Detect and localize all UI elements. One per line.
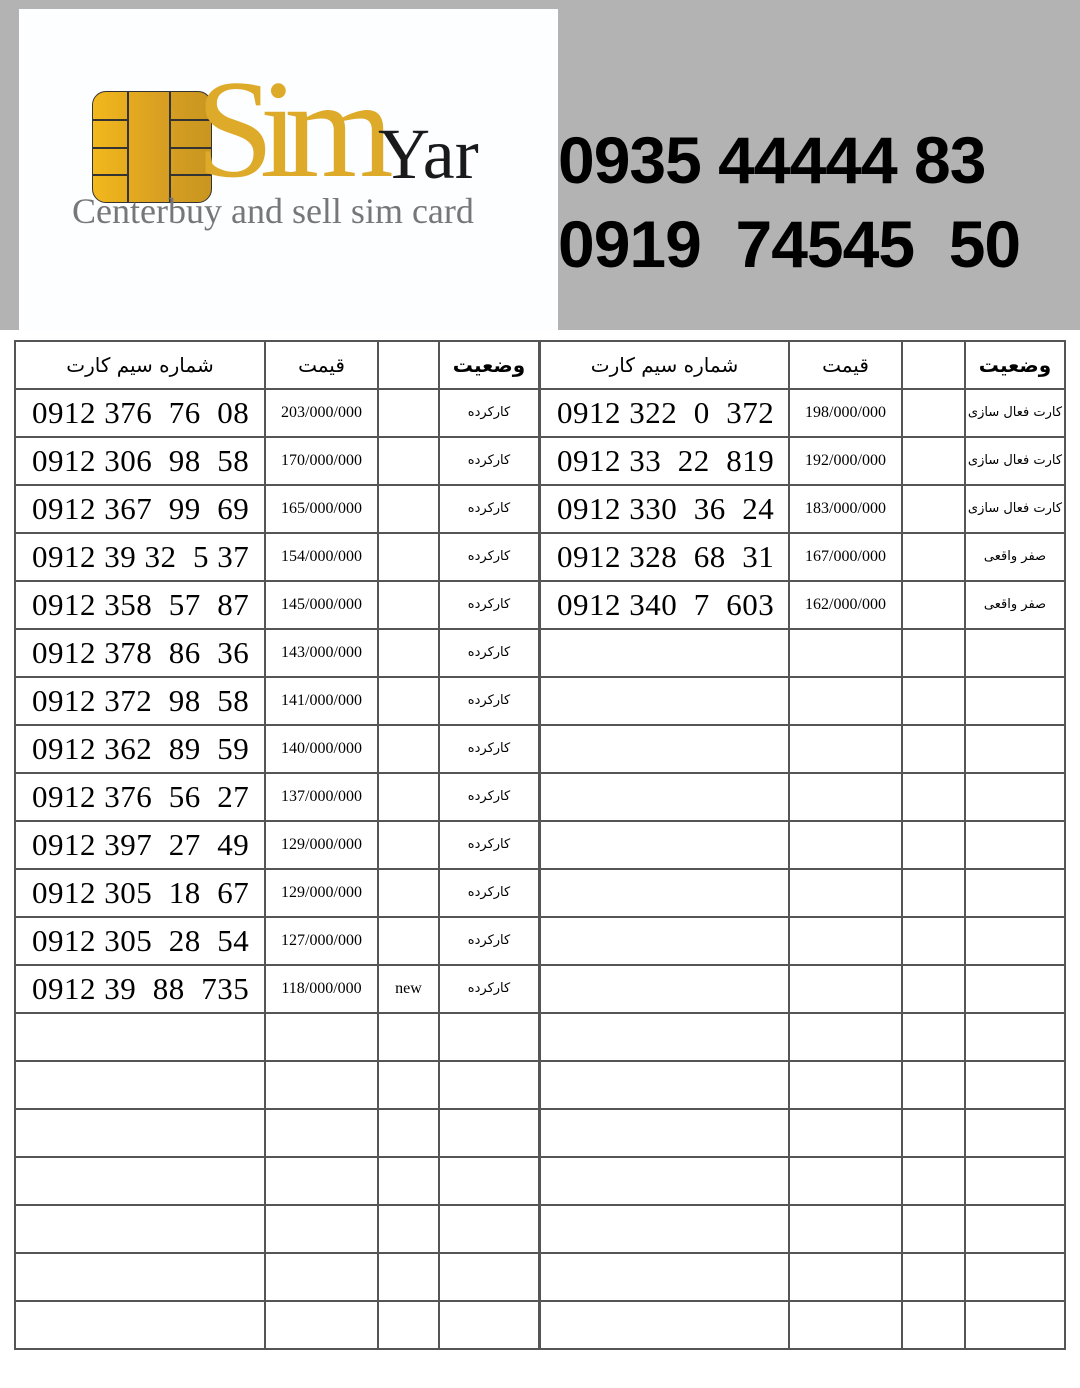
empty-cell	[378, 1205, 439, 1253]
empty-row	[540, 1253, 1065, 1301]
empty-cell	[378, 1157, 439, 1205]
sim-price: 145/000/000	[265, 581, 378, 629]
empty-row	[540, 725, 1065, 773]
sim-note	[378, 485, 439, 533]
sim-note	[378, 725, 439, 773]
empty-cell	[789, 917, 902, 965]
table-row	[15, 629, 539, 677]
header-note	[902, 341, 965, 389]
empty-cell	[789, 821, 902, 869]
table-row	[15, 581, 539, 629]
empty-row	[15, 1013, 539, 1061]
sim-price: 162/000/000	[789, 581, 902, 629]
empty-cell	[439, 1157, 539, 1205]
empty-cell	[540, 965, 789, 1013]
sim-status: کارکرده	[439, 581, 539, 629]
sim-price: 143/000/000	[265, 629, 378, 677]
table-row	[540, 389, 1065, 437]
sim-chip-icon	[92, 91, 212, 203]
empty-cell	[965, 1109, 1065, 1157]
empty-cell	[439, 1301, 539, 1349]
sim-note	[378, 629, 439, 677]
empty-cell	[789, 1253, 902, 1301]
empty-cell	[789, 725, 902, 773]
empty-cell	[540, 629, 789, 677]
empty-cell	[789, 1013, 902, 1061]
empty-row	[540, 1157, 1065, 1205]
empty-cell	[789, 629, 902, 677]
empty-cell	[902, 821, 965, 869]
empty-cell	[789, 1061, 902, 1109]
sim-number: 0912 33 22 819	[540, 437, 789, 485]
sim-price: 170/000/000	[265, 437, 378, 485]
brand-name-yar: Yar	[378, 114, 479, 194]
empty-cell	[902, 965, 965, 1013]
empty-cell	[439, 1253, 539, 1301]
sim-status: کارکرده	[439, 821, 539, 869]
empty-cell	[789, 773, 902, 821]
sim-number: 0912 378 86 36	[15, 629, 265, 677]
sim-price: 183/000/000	[789, 485, 902, 533]
empty-row	[540, 1013, 1065, 1061]
empty-cell	[789, 1205, 902, 1253]
empty-cell	[540, 869, 789, 917]
sim-status: کارت فعال سازی	[965, 437, 1065, 485]
sim-number: 0912 340 7 603	[540, 581, 789, 629]
sim-note: new	[378, 965, 439, 1013]
empty-cell	[378, 1061, 439, 1109]
sim-number: 0912 397 27 49	[15, 821, 265, 869]
sim-price: 140/000/000	[265, 725, 378, 773]
sim-price: 118/000/000	[265, 965, 378, 1013]
sim-price: 129/000/000	[265, 869, 378, 917]
sim-number: 0912 305 18 67	[15, 869, 265, 917]
header-number: شماره سیم کارت	[540, 341, 789, 389]
empty-cell	[540, 1157, 789, 1205]
table-row	[15, 917, 539, 965]
empty-cell	[965, 1205, 1065, 1253]
empty-row	[540, 869, 1065, 917]
sim-status: کارکرده	[439, 533, 539, 581]
sim-number: 0912 328 68 31	[540, 533, 789, 581]
empty-cell	[789, 1109, 902, 1157]
empty-cell	[265, 1205, 378, 1253]
sim-number: 0912 39 32 5 37	[15, 533, 265, 581]
header-status: وضعیت	[965, 341, 1065, 389]
sim-price: 141/000/000	[265, 677, 378, 725]
sim-price: 154/000/000	[265, 533, 378, 581]
sim-note	[378, 821, 439, 869]
table-row	[15, 533, 539, 581]
empty-cell	[15, 1157, 265, 1205]
sim-status: کارکرده	[439, 437, 539, 485]
empty-row	[15, 1061, 539, 1109]
empty-cell	[265, 1061, 378, 1109]
empty-cell	[265, 1253, 378, 1301]
sim-number: 0912 362 89 59	[15, 725, 265, 773]
empty-cell	[965, 1301, 1065, 1349]
empty-cell	[965, 1061, 1065, 1109]
sim-status: صفر واقعی	[965, 533, 1065, 581]
sim-number: 0912 39 88 735	[15, 965, 265, 1013]
empty-row	[540, 965, 1065, 1013]
empty-row	[540, 1061, 1065, 1109]
sim-note	[378, 917, 439, 965]
empty-cell	[439, 1205, 539, 1253]
empty-cell	[902, 773, 965, 821]
empty-cell	[965, 821, 1065, 869]
contact-phone-1[interactable]: 0935 44444 83	[558, 123, 986, 197]
header-note	[378, 341, 439, 389]
empty-cell	[378, 1109, 439, 1157]
empty-cell	[902, 1253, 965, 1301]
sim-status: کارکرده	[439, 917, 539, 965]
empty-cell	[965, 725, 1065, 773]
sim-table-right	[539, 340, 1066, 1350]
sim-status: کارکرده	[439, 629, 539, 677]
sim-status: کارکرده	[439, 677, 539, 725]
empty-cell	[965, 869, 1065, 917]
sim-number: 0912 367 99 69	[15, 485, 265, 533]
empty-cell	[902, 1157, 965, 1205]
empty-cell	[902, 677, 965, 725]
empty-cell	[15, 1301, 265, 1349]
empty-cell	[540, 725, 789, 773]
empty-cell	[965, 1013, 1065, 1061]
empty-cell	[15, 1253, 265, 1301]
sim-note	[902, 581, 965, 629]
sim-number: 0912 305 28 54	[15, 917, 265, 965]
table-header-row	[540, 341, 1065, 389]
sim-note	[378, 437, 439, 485]
sim-note	[378, 773, 439, 821]
empty-row	[15, 1157, 539, 1205]
sim-table-left	[14, 340, 540, 1350]
header-price: قیمت	[265, 341, 378, 389]
empty-cell	[965, 773, 1065, 821]
empty-cell	[540, 821, 789, 869]
empty-cell	[789, 1301, 902, 1349]
empty-cell	[378, 1253, 439, 1301]
empty-cell	[439, 1013, 539, 1061]
table-row	[540, 581, 1065, 629]
empty-row	[540, 917, 1065, 965]
empty-cell	[378, 1013, 439, 1061]
empty-row	[540, 1205, 1065, 1253]
empty-cell	[265, 1157, 378, 1205]
empty-row	[540, 629, 1065, 677]
table-header-row	[15, 341, 539, 389]
sim-note	[902, 437, 965, 485]
empty-cell	[15, 1013, 265, 1061]
sim-number: 0912 306 98 58	[15, 437, 265, 485]
table-row	[15, 725, 539, 773]
empty-cell	[540, 1205, 789, 1253]
empty-cell	[540, 1109, 789, 1157]
table-row	[15, 677, 539, 725]
header-number: شماره سیم کارت	[15, 341, 265, 389]
empty-cell	[902, 1061, 965, 1109]
sim-note	[378, 389, 439, 437]
sim-number: 0912 372 98 58	[15, 677, 265, 725]
sim-status: کارت فعال سازی	[965, 485, 1065, 533]
empty-cell	[789, 965, 902, 1013]
empty-cell	[378, 1301, 439, 1349]
empty-cell	[540, 677, 789, 725]
empty-cell	[439, 1061, 539, 1109]
sim-price: 129/000/000	[265, 821, 378, 869]
sim-number: 0912 322 0 372	[540, 389, 789, 437]
table-row	[15, 773, 539, 821]
sim-number: 0912 330 36 24	[540, 485, 789, 533]
empty-row	[540, 1109, 1065, 1157]
sim-status: کارکرده	[439, 965, 539, 1013]
empty-cell	[15, 1109, 265, 1157]
sim-status: کارکرده	[439, 485, 539, 533]
empty-cell	[540, 773, 789, 821]
empty-cell	[965, 1253, 1065, 1301]
sim-note	[378, 581, 439, 629]
empty-row	[15, 1253, 539, 1301]
sim-note	[902, 485, 965, 533]
sim-status: صفر واقعی	[965, 581, 1065, 629]
empty-cell	[439, 1109, 539, 1157]
sim-status: کارکرده	[439, 869, 539, 917]
empty-cell	[965, 1157, 1065, 1205]
empty-cell	[965, 965, 1065, 1013]
empty-cell	[265, 1301, 378, 1349]
sim-number: 0912 358 57 87	[15, 581, 265, 629]
sim-note	[902, 533, 965, 581]
sim-number: 0912 376 76 08	[15, 389, 265, 437]
empty-cell	[540, 1301, 789, 1349]
empty-cell	[902, 1301, 965, 1349]
empty-cell	[15, 1205, 265, 1253]
empty-row	[540, 773, 1065, 821]
empty-cell	[265, 1013, 378, 1061]
empty-cell	[540, 1013, 789, 1061]
table-row	[15, 965, 539, 1013]
empty-cell	[789, 1157, 902, 1205]
header-banner	[0, 0, 1080, 330]
contact-phone-2[interactable]: 0919 74545 50	[558, 207, 1021, 281]
empty-row	[15, 1109, 539, 1157]
table-row	[15, 485, 539, 533]
empty-cell	[902, 1109, 965, 1157]
sim-status: کارکرده	[439, 389, 539, 437]
empty-row	[540, 821, 1065, 869]
sim-status: کارکرده	[439, 725, 539, 773]
empty-cell	[902, 629, 965, 677]
brand-tagline: Centerbuy and sell sim card	[72, 191, 474, 231]
empty-row	[540, 1301, 1065, 1349]
sim-note	[378, 533, 439, 581]
table-row	[15, 437, 539, 485]
table-row	[15, 821, 539, 869]
sim-price: 192/000/000	[789, 437, 902, 485]
empty-cell	[540, 1253, 789, 1301]
sim-status: کارت فعال سازی	[965, 389, 1065, 437]
empty-cell	[540, 1061, 789, 1109]
sim-note	[902, 389, 965, 437]
empty-cell	[902, 917, 965, 965]
table-row	[540, 485, 1065, 533]
sim-number: 0912 376 56 27	[15, 773, 265, 821]
sim-price: 127/000/000	[265, 917, 378, 965]
empty-cell	[902, 1013, 965, 1061]
header-price: قیمت	[789, 341, 902, 389]
empty-cell	[540, 917, 789, 965]
table-row	[15, 389, 539, 437]
empty-cell	[789, 869, 902, 917]
empty-cell	[965, 677, 1065, 725]
table-row	[540, 533, 1065, 581]
empty-cell	[965, 917, 1065, 965]
empty-row	[15, 1205, 539, 1253]
empty-cell	[902, 869, 965, 917]
brand-name-sim: Sim	[196, 52, 380, 207]
empty-cell	[265, 1109, 378, 1157]
empty-row	[540, 677, 1065, 725]
empty-cell	[965, 629, 1065, 677]
sim-price: 203/000/000	[265, 389, 378, 437]
sim-price: 198/000/000	[789, 389, 902, 437]
table-row	[15, 869, 539, 917]
sim-price: 165/000/000	[265, 485, 378, 533]
empty-cell	[789, 677, 902, 725]
sim-note	[378, 677, 439, 725]
table-row	[540, 437, 1065, 485]
empty-row	[15, 1301, 539, 1349]
empty-cell	[902, 1205, 965, 1253]
empty-cell	[15, 1061, 265, 1109]
sim-note	[378, 869, 439, 917]
sim-status: کارکرده	[439, 773, 539, 821]
sim-price: 137/000/000	[265, 773, 378, 821]
empty-cell	[902, 725, 965, 773]
sim-price: 167/000/000	[789, 533, 902, 581]
header-status: وضعیت	[439, 341, 539, 389]
